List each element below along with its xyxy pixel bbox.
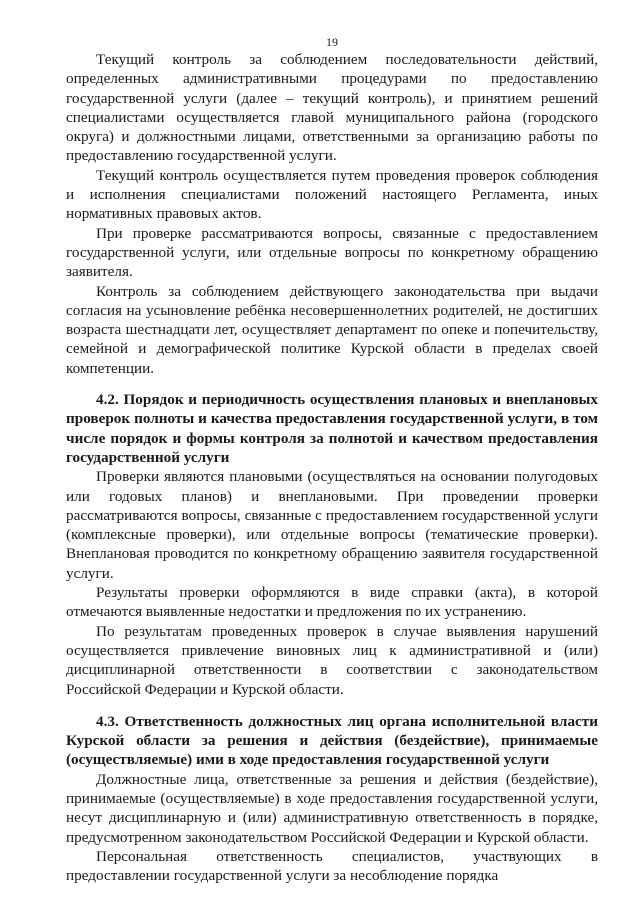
paragraph-official-liability: Должностные лица, ответственные за решения и действия (бездействие), принимаемые (осуществляемые) в ходе предоставления государственной услуги, несут дисциплинарную и (или) административную ответственность в порядке, предусмотренном законодательством Российской Федерации и Курской области. [66,770,598,846]
paragraph-check-results: Результаты проверки оформляются в виде справки (акта), в которой отмечаются выявленные недостатки и предложения по их устранению. [66,584,598,621]
section-spacer [66,699,598,712]
document-page [66,0,598,905]
page-number: 19 [326,35,338,49]
section-heading-4-2: 4.2. Порядок и периодичность осуществления плановых и внеплановых проверок полноты и качества предоставления государственной услуги, в том числе порядок и формы контроля за полнотой и качеством предоставления государственной услуги [66,391,598,466]
paragraph-personal-liability: Персональная ответственность специалистов, участвующих в предоставлении государственной услуги за несоблюдение порядка [66,847,598,885]
section-heading-4-3: 4.3. Ответственность должностных лиц органа исполнительной власти Курской области за решения и действия (бездействие), принимаемые (осуществляемые) ими в ходе предоставления государственной услуги [66,712,598,769]
paragraph-check-questions: При проверке рассматриваются вопросы, связанные с предоставлением государственной услуги, или отдельные вопросы по конкретному обращению заявителя. [66,224,598,281]
paragraph-check-types: Проверки являются плановыми (осуществляться на основании полугодовых или годовых планов) и внеплановыми. При проведении проверки рассматриваются вопросы, связанные с предоставлением государственной услуги (комплексные проверки), или отдельные вопросы (тематические проверки). Внеплановая проводится по конкретному обращению заявителя государственной услуги. [66,468,598,582]
document-body [66,50,598,885]
paragraph-legislation-control: Контроль за соблюдением действующего законодательства при выдачи согласия на усыновление ребёнка несовершеннолетних родителей, не достигших возраста шестнадцати лет, осуществляет департамент по опеке и попечительству, семейной и демографической политике Курской области в пределах своей компетенции. [66,282,598,377]
paragraph-control-method: Текущий контроль осуществляется путем проведения проверок соблюдения и исполнения специалистами положений настоящего Регламента, иных нормативных правовых актов. [66,166,598,223]
paragraph-current-control: Текущий контроль за соблюдением последовательности действий, определенных административными процедурами по предоставлению государственной услуги (далее – текущий контроль), и принятием решений специалистами осуществляется главой муниципального района (городского округа) и должностными лицами, ответственными за организацию работы по предоставлению государственной услуги. [66,51,598,165]
section-spacer [66,378,598,390]
paragraph-violations: По результатам проведенных проверок в случае выявления нарушений осуществляется привлечение виновных лиц к административной и (или) дисциплинарной ответственности в соответствии с законодательством Российской Федерации и Курской области. [66,622,598,698]
